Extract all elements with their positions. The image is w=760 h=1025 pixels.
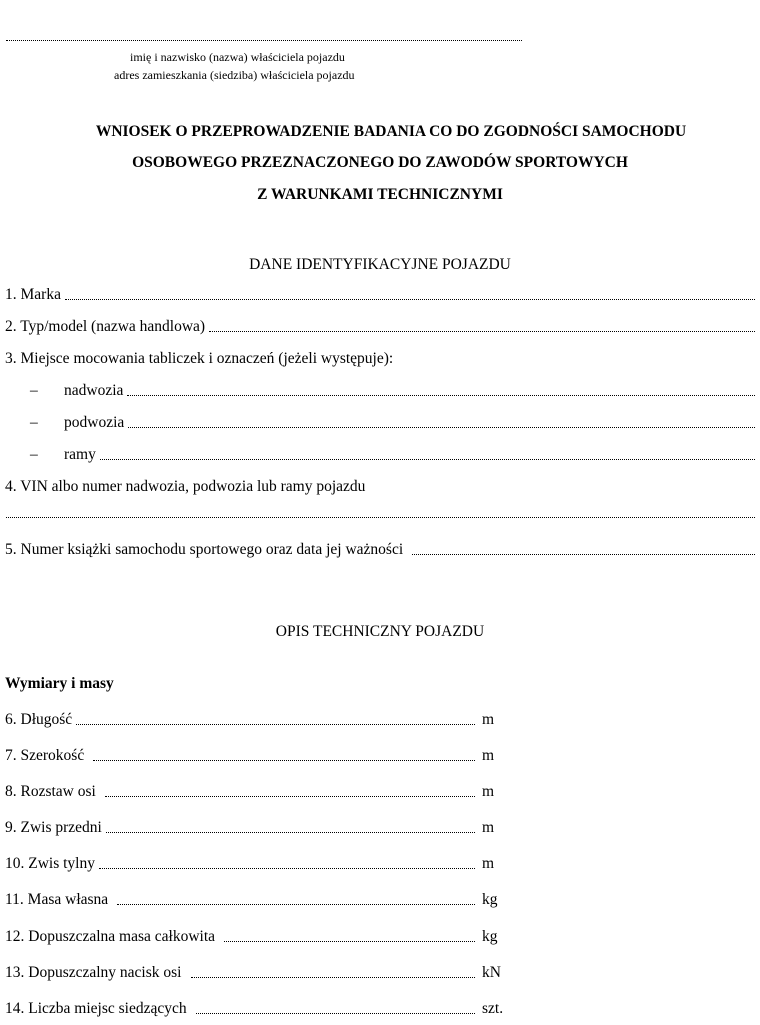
field-label: 7. Szerokość <box>5 747 85 764</box>
fill-line <box>105 795 475 797</box>
field-miejsce-mocowania <box>5 348 755 368</box>
fill-line <box>93 759 475 761</box>
field-zwis-przedni[interactable] <box>5 817 475 837</box>
field-typ-model[interactable] <box>5 316 755 336</box>
fill-line <box>412 553 755 555</box>
field-szerokosc[interactable] <box>5 745 475 765</box>
technical-heading: OPIS TECHNICZNY POJAZDU <box>275 623 485 640</box>
field-nadwozia[interactable] <box>64 380 755 400</box>
fill-line <box>100 458 755 460</box>
form-title-line-1: WNIOSEK O PRZEPROWADZENIE BADANIA CO DO ZGODNOŚCI SAMOCHODU <box>95 123 687 140</box>
owner-address-caption: adres zamieszkania (siedziba) właściciela pojazdu <box>114 68 355 82</box>
field-label: ramy <box>64 446 96 463</box>
unit-label: m <box>482 819 495 836</box>
field-label: 13. Dopuszczalny nacisk osi <box>5 964 182 981</box>
fill-line <box>128 426 755 428</box>
field-masa-wlasna[interactable] <box>5 889 475 909</box>
owner-name-line[interactable] <box>6 30 522 41</box>
field-label: 11. Masa własna <box>5 891 109 908</box>
owner-name-caption: imię i nazwisko (nazwa) właściciela pojazdu <box>130 50 345 64</box>
field-label: 6. Długość <box>5 711 73 728</box>
field-ramy[interactable] <box>64 444 755 464</box>
field-nacisk-osi[interactable] <box>5 962 475 982</box>
dash-marker: – <box>30 382 38 399</box>
dash-marker: – <box>30 414 38 431</box>
unit-label: m <box>482 855 495 872</box>
field-vin-line[interactable] <box>6 511 755 518</box>
field-dopuszczalna-masa[interactable] <box>5 926 475 946</box>
field-label: 5. Numer książki samochodu sportowego oraz data jej ważności <box>5 541 404 558</box>
unit-label: kN <box>482 964 501 981</box>
field-label: 2. Typ/model (nazwa handlowa) <box>5 318 206 335</box>
fill-line <box>117 903 475 905</box>
field-label: podwozia <box>64 414 125 431</box>
fill-line <box>99 867 475 869</box>
fill-line <box>224 940 475 942</box>
dash-marker: – <box>30 446 38 463</box>
field-marka[interactable] <box>5 284 755 304</box>
fill-line <box>106 831 475 833</box>
unit-label: kg <box>482 928 498 945</box>
field-numer-ksiazki[interactable] <box>5 539 755 559</box>
field-rozstaw-osi[interactable] <box>5 781 475 801</box>
unit-label: m <box>482 711 495 728</box>
field-label: 4. VIN albo numer nadwozia, podwozia lub ramy pojazdu <box>5 478 366 495</box>
field-vin-label <box>5 476 755 496</box>
field-label: 9. Zwis przedni <box>5 819 102 836</box>
field-label: 8. Rozstaw osi <box>5 783 96 800</box>
field-label: 1. Marka <box>5 286 61 303</box>
field-label: 12. Dopuszczalna masa całkowita <box>5 928 216 945</box>
field-label: 10. Zwis tylny <box>5 855 95 872</box>
form-title-line-2: OSOBOWEGO PRZEZNACZONEGO DO ZAWODÓW SPORTOWYCH <box>132 154 628 171</box>
field-liczba-miejsc[interactable] <box>5 998 475 1018</box>
unit-label: szt. <box>482 1000 504 1017</box>
unit-label: m <box>482 747 495 764</box>
fill-line <box>65 298 755 300</box>
identification-heading: DANE IDENTYFIKACYJNE POJAZDU <box>249 256 511 273</box>
field-label: 3. Miejsce mocowania tabliczek i oznaczeń (jeżeli występuje): <box>5 350 394 367</box>
unit-label: m <box>482 783 495 800</box>
dimensions-subheading: Wymiary i masy <box>5 675 114 692</box>
fill-line <box>127 394 755 396</box>
field-podwozia[interactable] <box>64 412 755 432</box>
field-zwis-tylny[interactable] <box>5 853 475 873</box>
fill-line <box>191 976 476 978</box>
fill-line <box>196 1012 475 1014</box>
field-dlugosc[interactable] <box>5 709 475 729</box>
field-label: 14. Liczba miejsc siedzących <box>5 1000 187 1017</box>
field-label: nadwozia <box>64 382 124 399</box>
unit-label: kg <box>482 891 498 908</box>
fill-line <box>209 330 755 332</box>
fill-line <box>76 723 475 725</box>
form-title-line-3: Z WARUNKAMI TECHNICZNYMI <box>257 186 503 203</box>
